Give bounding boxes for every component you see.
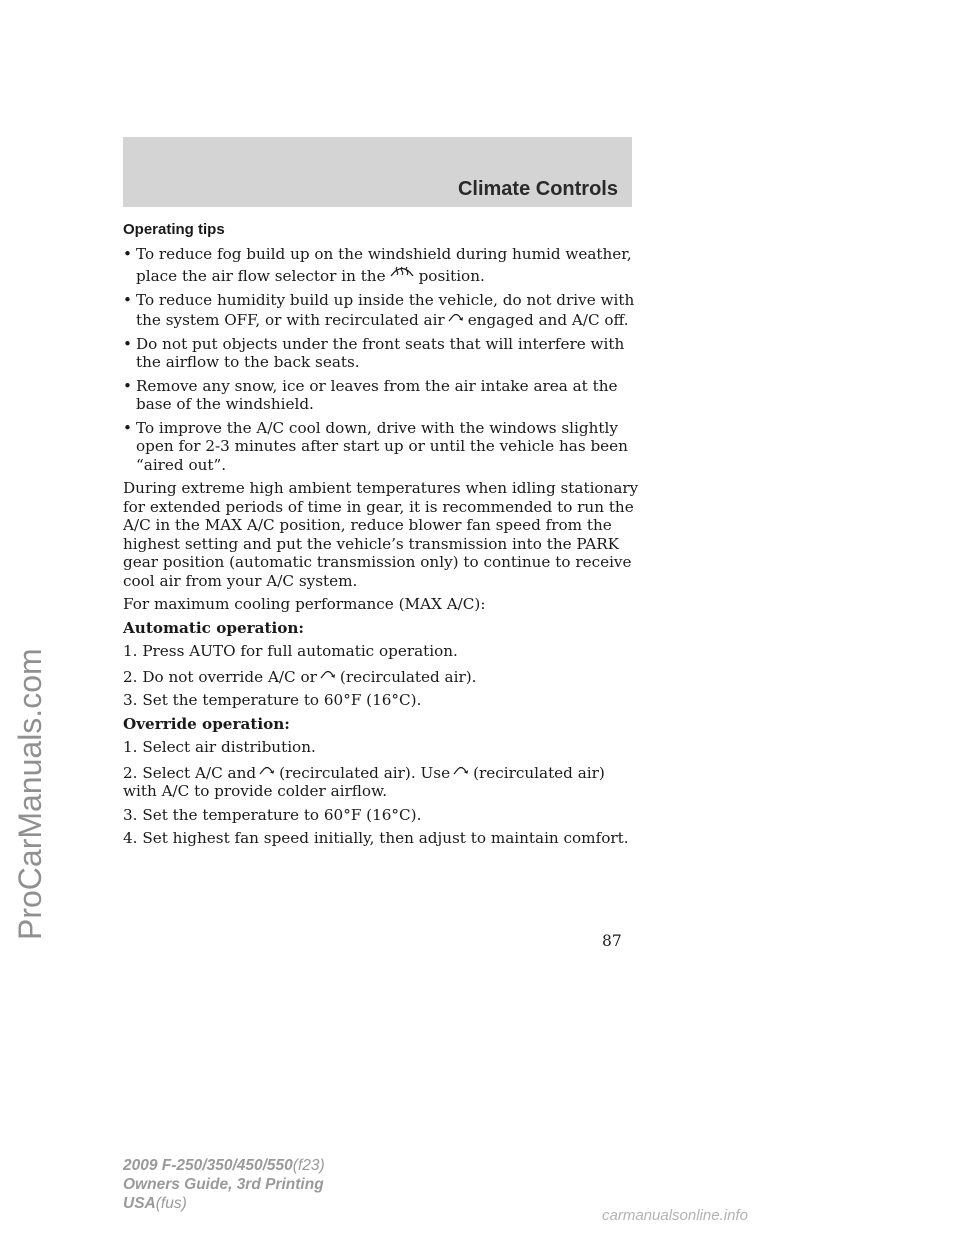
footer-model-line xyxy=(123,1156,325,1175)
operating-tips-list xyxy=(123,245,643,475)
automatic-step-3: 3. Set the temperature to 60°F (16°C). xyxy=(123,691,422,709)
bullet: • xyxy=(123,290,132,309)
tip-text: Do not put objects under the front seats that will interfere with the airflow to the back seats. xyxy=(136,334,625,371)
footer xyxy=(123,1156,325,1213)
override-step-2-text-mid: (recirculated air). Use xyxy=(279,763,451,782)
override-step-2-text-end: (recirculated air) with A/C to provide colder airflow. xyxy=(123,763,605,800)
extreme-temperature-paragraph: During extreme high ambient temperatures when idling stationary for extended periods of time in gear, it is recommended to run the A/C in the MAX A/C position, reduce blower fan speed from the highest setting and put the vehicle’s transmission into the PARK gear position (automatic transmission only) to continue to receive cool air from your A/C system. xyxy=(123,479,639,590)
list-item xyxy=(123,335,643,372)
recirculated-air-icon xyxy=(259,762,275,781)
tip-text: To improve the A/C cool down, drive with the windows slightly open for 2-3 minutes after start up or until the vehicle has been “aired out”. xyxy=(136,418,628,474)
footer-region-line xyxy=(123,1194,325,1213)
page-number: 87 xyxy=(602,932,622,950)
list-item xyxy=(123,377,643,414)
automatic-step-1: 1. Press AUTO for full automatic operation. xyxy=(123,642,458,660)
max-cooling-paragraph: For maximum cooling performance (MAX A/C): xyxy=(123,595,486,613)
automatic-step-2-text: 2. Do not override A/C or xyxy=(123,667,317,686)
bullet: • xyxy=(123,244,132,263)
tip-text: To reduce fog build up on the windshield during humid weather, place the air flow selector in the xyxy=(136,244,632,285)
override-operation-heading: Override operation: xyxy=(123,714,290,733)
bullet: • xyxy=(123,376,132,395)
footer-guide: Owners Guide, 3rd Printing xyxy=(123,1176,324,1193)
tip-text: To reduce humidity build up inside the vehicle, do not drive with the system OFF, or with recirculated air xyxy=(136,290,635,329)
list-item xyxy=(123,291,643,330)
automatic-step-2-text-end: (recirculated air). xyxy=(339,667,477,686)
tip-text-end: engaged and A/C off. xyxy=(467,311,629,329)
section-title: Climate Controls xyxy=(457,178,618,200)
watermark: ProCarManuals.com xyxy=(12,648,48,940)
page-content xyxy=(123,221,643,853)
override-step-4: 4. Set highest fan speed initially, then adjust to maintain comfort. xyxy=(123,829,629,847)
operating-tips-title: Operating tips xyxy=(123,221,225,238)
automatic-step-2 xyxy=(123,666,643,687)
list-item xyxy=(123,245,643,286)
footer-model-code: (f23) xyxy=(292,1157,325,1174)
recirculated-air-icon xyxy=(453,762,469,781)
bullet: • xyxy=(123,334,132,353)
override-step-2-text: 2. Select A/C and xyxy=(123,763,257,782)
footer-region: USA xyxy=(123,1195,156,1212)
bullet: • xyxy=(123,418,132,437)
site-watermark: carmanualsonline.info xyxy=(602,1207,748,1224)
recirculated-air-icon xyxy=(448,309,464,328)
recirculated-air-icon xyxy=(320,666,336,685)
list-item xyxy=(123,419,643,475)
section-header xyxy=(123,137,632,207)
override-step-1: 1. Select air distribution. xyxy=(123,738,316,756)
defrost-icon xyxy=(389,263,415,284)
override-step-2 xyxy=(123,762,643,801)
tip-text: Remove any snow, ice or leaves from the air intake area at the base of the windshield. xyxy=(136,376,618,413)
tip-text-end: position. xyxy=(418,267,485,285)
override-step-3: 3. Set the temperature to 60°F (16°C). xyxy=(123,805,422,824)
footer-model: 2009 F-250/350/450/550 xyxy=(123,1157,293,1174)
footer-region-code: (fus) xyxy=(155,1195,187,1212)
automatic-operation-heading: Automatic operation: xyxy=(123,618,305,637)
